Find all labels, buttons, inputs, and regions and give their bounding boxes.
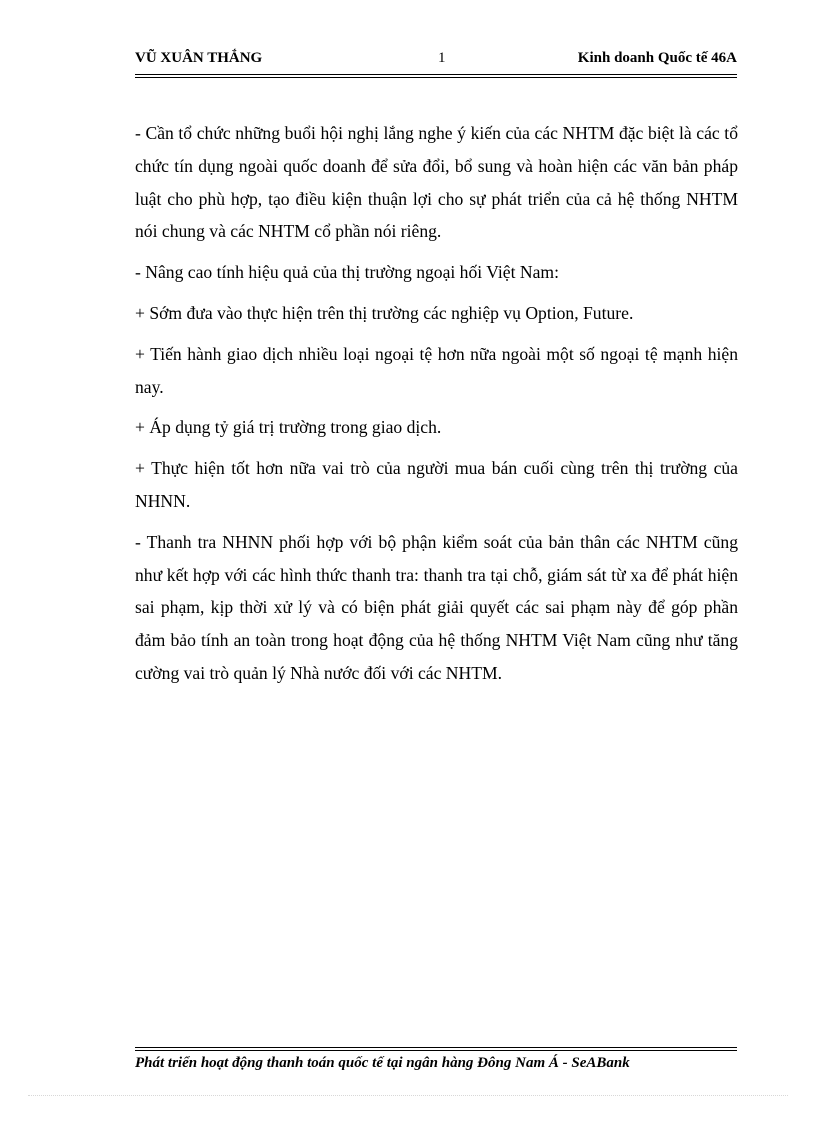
header-author: VŨ XUÂN THẮNG — [135, 50, 263, 66]
paragraph-thanh-tra: - Thanh tra NHNN phối hợp với bộ phận kiểm soát của bản thân các NHTM cũng như kết hợp với các hình thức thanh tra: thanh tra tại chỗ, giám sát từ xa để phát hiện sai phạm, kịp thời xử lý và có biện phát giải quyết các sai phạm này để góp phần đảm bảo tính an toàn trong hoạt động của hệ thống NHTM Việt Nam cũng như tăng cường vai trò quản lý Nhà nước đối với các NHTM. — [135, 531, 738, 683]
paragraph-ngoai-te: + Tiến hành giao dịch nhiều loại ngoại tệ hơn nữa ngoài một số ngoại tệ mạnh hiện nay. — [135, 343, 738, 397]
header-course: Kinh doanh Quốc tế 46A — [577, 50, 737, 66]
header-page-number: 1 — [438, 50, 446, 66]
page-edge-dotted-line — [28, 1095, 788, 1096]
paragraph-hoi-nghi: - Cần tổ chức những buổi hội nghị lắng nghe ý kiến của các NHTM đặc biệt là các tổ chức tín dụng ngoài quốc doanh để sửa đổi, bổ sung và hoàn hiện các văn bản pháp luật cho phù hợp, tạo điều kiện thuận lợi cho sự phát triển của cả hệ thống NHTM nói chung và các NHTM cổ phần nói riêng. — [135, 123, 738, 242]
page-footer: Phát triển hoạt động thanh toán quốc tế tại ngân hàng Đông Nam Á - SeABank — [135, 1055, 630, 1071]
document-body — [135, 117, 738, 698]
paragraph-nhnn-vai-tro: + Thực hiện tốt hơn nữa vai trò của người mua bán cuối cùng trên thị trường của NHNN. — [135, 458, 738, 511]
paragraph-option-future: + Sớm đưa vào thực hiện trên thị trường các nghiệp vụ Option, Future. — [135, 302, 634, 323]
page-header — [135, 50, 737, 72]
header-double-rule — [135, 74, 737, 78]
paragraph-thi-truong-ngoai-hoi: - Nâng cao tính hiệu quả của thị trường ngoại hối Việt Nam: — [135, 262, 559, 283]
footer-double-rule — [135, 1047, 737, 1051]
paragraph-ty-gia: + Áp dụng tỷ giá trị trường trong giao dịch. — [135, 417, 442, 438]
